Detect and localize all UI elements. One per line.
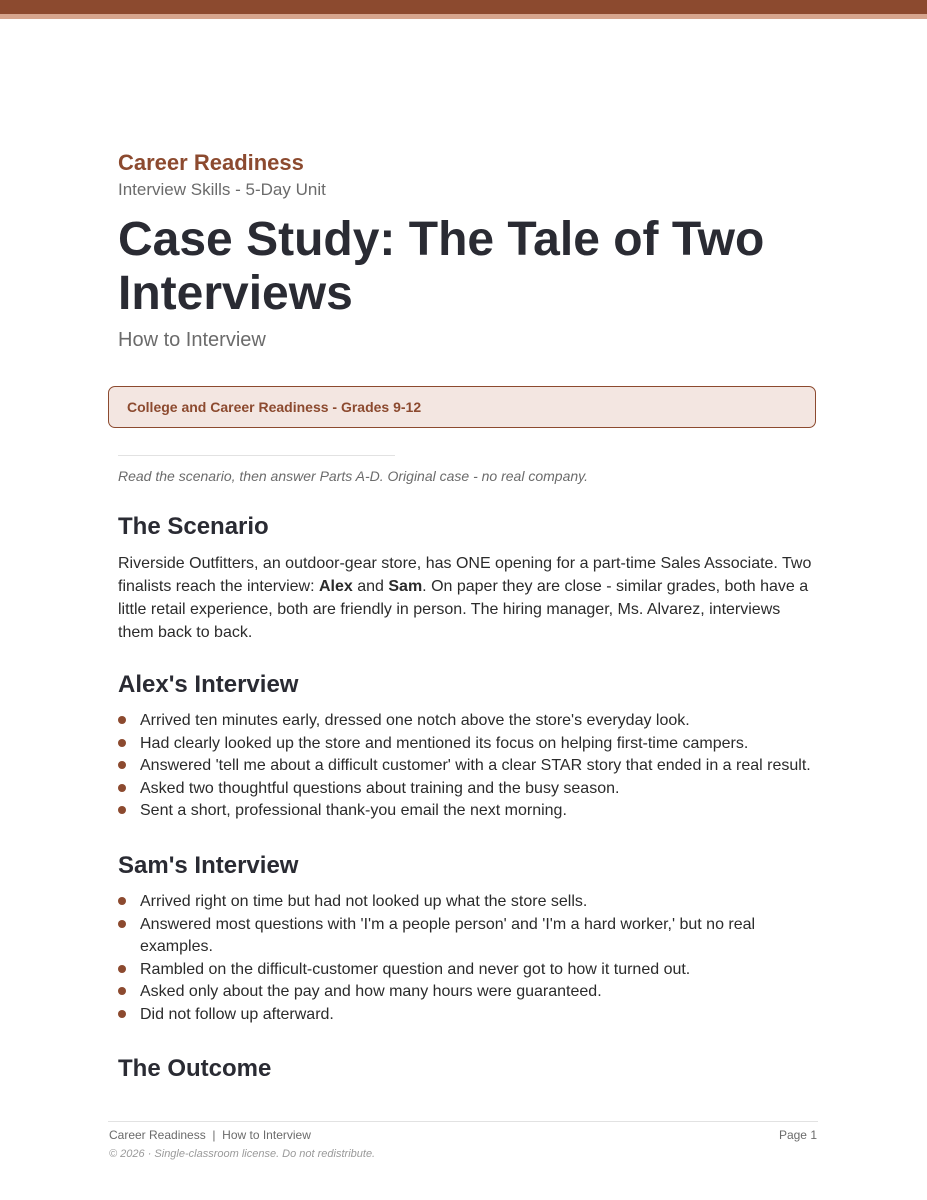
grade-banner-text: College and Career Readiness - Grades 9-12 — [127, 399, 422, 415]
divider — [118, 455, 395, 456]
page-number: Page 1 — [778, 1128, 817, 1142]
course-eyebrow: Career Readiness — [118, 150, 304, 175]
bullet-icon — [118, 716, 126, 724]
scenario-heading: The Scenario — [118, 513, 269, 540]
list-item: Had clearly looked up the store and mentioned its focus on helping first-time campers. — [118, 733, 818, 756]
copyright-notice: © 2026 · Single-classroom license. Do not redistribute. — [109, 1148, 376, 1160]
footer-divider — [108, 1121, 818, 1122]
sam-heading: Sam's Interview — [118, 852, 299, 879]
alex-heading: Alex's Interview — [118, 671, 299, 698]
sam-section — [118, 851, 818, 1026]
scenario-paragraph: Riverside Outfitters, an outdoor-gear store, has ONE opening for a part-time Sales Associate. Two finalists reach the interview: Alex and Sam. On paper they are close - similar grades, both have a little retail experience, both are friendly in person. The hiring manager, Ms. Alvarez, interviews them back to back. — [118, 555, 812, 641]
outcome-section — [118, 1054, 818, 1084]
bullet-icon — [118, 739, 126, 747]
page-subtitle: How to Interview — [118, 329, 266, 351]
sam-list — [118, 891, 818, 1026]
list-item: Asked two thoughtful questions about training and the busy season. — [118, 778, 818, 801]
bullet-icon — [118, 920, 126, 928]
bullet-icon — [118, 965, 126, 973]
instructions-note: Read the scenario, then answer Parts A-D. Original case - no real company. — [118, 468, 588, 484]
bullet-icon — [118, 784, 126, 792]
bullet-icon — [118, 987, 126, 995]
footer-course: Career Readiness | How to Interview — [109, 1128, 311, 1142]
bullet-icon — [118, 806, 126, 814]
list-item: Arrived right on time but had not looked up what the store sells. — [118, 891, 818, 914]
list-item: Arrived ten minutes early, dressed one notch above the store's everyday look. — [118, 710, 818, 733]
outcome-heading: The Outcome — [118, 1055, 272, 1082]
bullet-icon — [118, 1010, 126, 1018]
name-alex: Alex — [318, 578, 353, 595]
bullet-icon — [118, 761, 126, 769]
grade-banner — [108, 386, 816, 428]
top-accent-stripe — [0, 14, 927, 19]
top-accent-bar — [0, 0, 927, 14]
scenario-section — [118, 512, 818, 644]
alex-section — [118, 670, 818, 823]
list-item: Asked only about the pay and how many hours were guaranteed. — [118, 981, 818, 1004]
list-item: Answered most questions with 'I'm a people person' and 'I'm a hard worker,' but no real examples. — [118, 914, 818, 959]
document-header — [118, 150, 818, 353]
list-item: Sent a short, professional thank-you email the next morning. — [118, 800, 818, 823]
list-item: Rambled on the difficult-customer question and never got to how it turned out. — [118, 959, 818, 982]
list-item: Answered 'tell me about a difficult customer' with a clear STAR story that ended in a real result. — [118, 755, 818, 778]
unit-label: Interview Skills - 5-Day Unit — [118, 180, 326, 199]
bullet-icon — [118, 897, 126, 905]
list-item: Did not follow up afterward. — [118, 1004, 818, 1027]
alex-list — [118, 710, 818, 823]
name-sam: Sam — [388, 578, 423, 595]
page-title: Case Study: The Tale of Two Interviews — [118, 213, 765, 320]
